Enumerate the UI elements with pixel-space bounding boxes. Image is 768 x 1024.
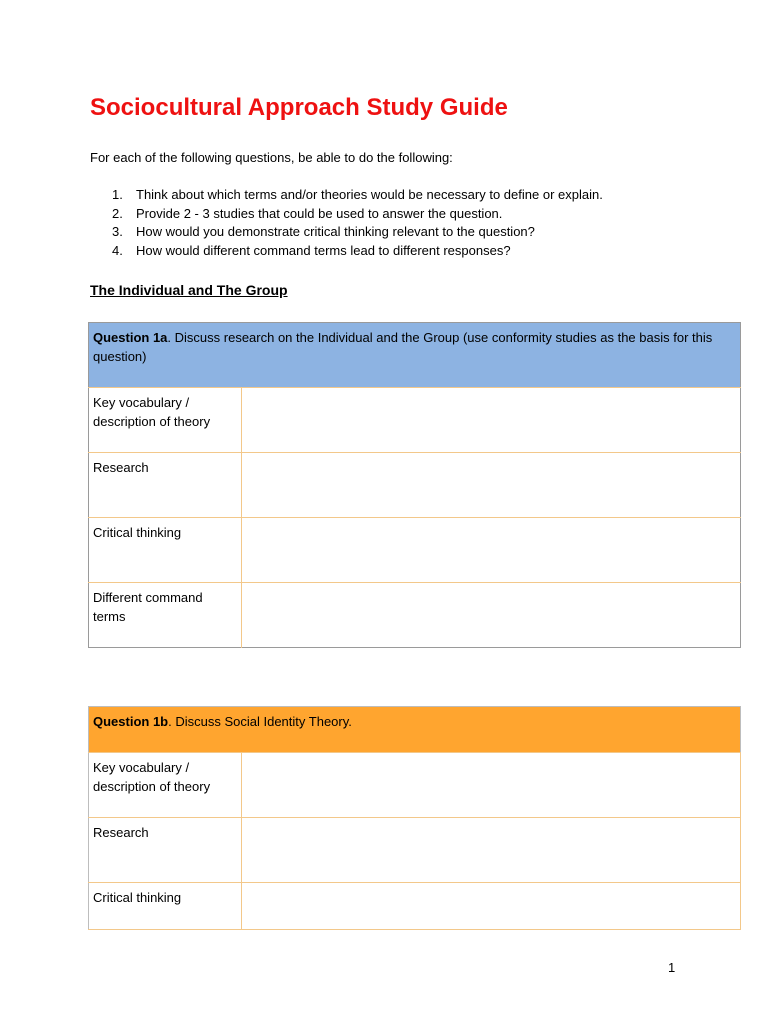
intro-text: For each of the following questions, be able to do the following:: [90, 150, 453, 165]
instruction-list: [112, 186, 603, 260]
answer-cell[interactable]: [242, 818, 741, 883]
list-number: 4.: [112, 242, 123, 258]
list-text: How would different command terms lead to different responses?: [136, 242, 511, 258]
list-number: 2.: [112, 205, 123, 221]
question-text: . Discuss Social Identity Theory.: [168, 714, 352, 729]
table-row: [89, 883, 741, 930]
question-1b-table: [88, 706, 741, 930]
row-label: Critical thinking: [89, 518, 242, 583]
question-1b-header: [89, 707, 741, 753]
list-number: 1.: [112, 187, 123, 202]
row-label: Key vocabulary / description of theory: [89, 388, 242, 453]
list-text: Provide 2 - 3 studies that could be used to answer the question.: [136, 205, 503, 221]
row-label: Research: [89, 818, 242, 883]
answer-cell[interactable]: [242, 883, 741, 930]
answer-cell[interactable]: [242, 518, 741, 583]
row-label: Key vocabulary / description of theory: [89, 753, 242, 818]
answer-cell[interactable]: [242, 388, 741, 453]
list-text: Think about which terms and/or theories would be necessary to define or explain.: [136, 187, 603, 202]
list-text: How would you demonstrate critical thinking relevant to the question?: [136, 224, 535, 239]
table-row: [89, 453, 741, 518]
section-heading: The Individual and The Group: [90, 282, 288, 298]
row-label: Different command terms: [89, 583, 242, 648]
list-item: [112, 205, 603, 224]
question-text: . Discuss research on the Individual and the Group (use conformity studies as the basis for this question): [93, 330, 713, 364]
list-item: [112, 242, 603, 261]
question-header-row: [89, 707, 741, 753]
table-row: [89, 388, 741, 453]
table-row: [89, 583, 741, 648]
answer-cell[interactable]: [242, 753, 741, 818]
answer-cell[interactable]: [242, 453, 741, 518]
row-label: Research: [89, 453, 242, 518]
question-label: Question 1b: [93, 714, 169, 729]
list-item: [112, 223, 603, 242]
answer-cell[interactable]: [242, 583, 741, 648]
page-number: 1: [668, 960, 676, 975]
question-header-row: [89, 323, 741, 388]
table-row: [89, 818, 741, 883]
table-row: [89, 753, 741, 818]
table-row: [89, 518, 741, 583]
question-label: Question 1a: [93, 330, 168, 345]
question-1a-header: [89, 323, 741, 388]
list-number: 3.: [112, 224, 123, 239]
document-title: Sociocultural Approach Study Guide: [90, 94, 508, 121]
row-label: Critical thinking: [89, 883, 242, 930]
list-item: [112, 186, 603, 205]
question-1a-table: [88, 322, 741, 648]
